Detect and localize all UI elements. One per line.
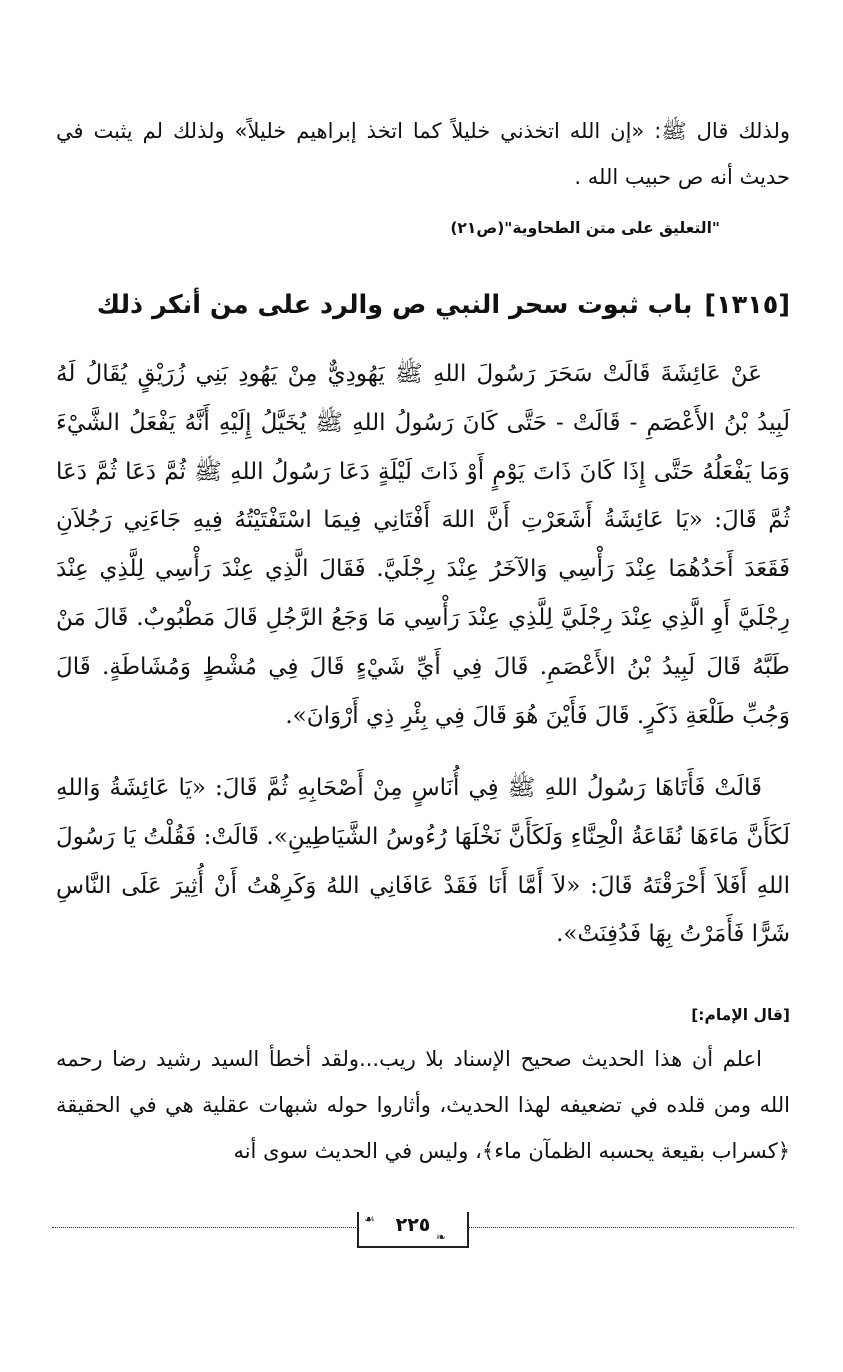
commentary-paragraph [56,1036,790,1174]
hadith-text-1: عَنْ عَائِشَةَ قَالَتْ سَحَرَ رَسُولَ اللهِ ﷺ يَهُودِيٌّ مِنْ يَهُودِ بَنِي زُرَيْقٍ يُقَالُ لَهُ لَبِيدُ بْنُ الأَعْصَمِ - قَالَتْ - حَتَّى كَانَ رَسُولُ اللهِ ﷺ يُخَيَّلُ إِلَيْهِ أَنَّهُ يَفْعَلُ الشَّيْءَ وَمَا يَفْعَلُهُ حَتَّى إِذَا كَانَ ذَاتَ يَوْمٍ أَوْ ذَاتَ لَيْلَةٍ دَعَا رَسُولُ اللهِ ﷺ ثُمَّ دَعَا ثُمَّ دَعَا ثُمَّ قَالَ: «يَا عَائِشَةُ أَشَعَرْتِ أَنَّ اللهَ أَفْتَانِي فِيمَا اسْتَفْتَيْتُهُ فِيهِ جَاءَنِي رَجُلاَنِ فَقَعَدَ أَحَدُهُمَا عِنْدَ رَأْسِي وَالآخَرُ عِنْدَ رِجْلَيَّ. فَقَالَ الَّذِي عِنْدَ رَأْسِي لِلَّذِي عِنْدَ رِجْلَيَّ أَوِ الَّذِي عِنْدَ رِجْلَيَّ لِلَّذِي عِنْدَ رَأْسِي مَا وَجَعُ الرَّجُلِ قَالَ مَطْبُوبٌ. قَالَ مَنْ طَبَّهُ قَالَ لَبِيدُ بْنُ الأَعْصَمِ. قَالَ فِي أَيِّ شَيْءٍ قَالَ فِي مُشْطٍ وَمُشَاطَةٍ. قَالَ وَجُبِّ طَلْعَةِ ذَكَرٍ. قَالَ فَأَيْنَ هُوَ قَالَ فِي بِئْرِ ذِي أَرْوَانَ». [56,361,790,729]
page-number: ٢٢٥ [395,1214,431,1236]
intro-paragraph [56,108,790,200]
commentary-speaker [56,1000,790,1030]
chapter-heading [56,281,790,329]
hadith-text-2: قَالَتْ فَأَتَاهَا رَسُولُ اللهِ ﷺ فِي أُنَاسٍ مِنْ أَصْحَابِهِ ثُمَّ قَالَ: «يَا عَائِشَةُ وَاللهِ لَكَأَنَّ مَاءَهَا نُقَاعَةُ الْحِنَّاءِ وَلَكَأَنَّ نَخْلَهَا رُءُوسُ الشَّيَاطِينِ». قَالَتْ: فَقُلْتُ يَا رَسُولَ اللهِ أَفَلاَ أَحْرَقْتَهُ قَالَ: «لاَ أَمَّا أَنَا فَقَدْ عَافَانِي اللهُ وَكَرِهْتُ أَنْ أُثِيرَ عَلَى النَّاسِ شَرًّا فَأَمَرْتُ بِهَا فَدُفِنَتْ». [56,775,790,948]
chapter-title: باب ثبوت سحر النبي ص والرد على من أنكر ذلك [96,290,693,320]
commentary-text: اعلم أن هذا الحديث صحيح الإسناد بلا ريب...ولقد أخطأ السيد رشيد رضا رحمه الله ومن قلده في تضعيفه لهذا الحديث، وأثاروا حوله شبهات عقلية هي في الحقيقة ﴿كسراب بقيعة يحسبه الظمآن ماء﴾، وليس في الحديث سوى أنه [56,1047,790,1163]
hadith-paragraph-1 [56,350,790,740]
chapter-number: [١٣١٥] [704,290,790,320]
source-text: "التعليق على متن الطحاوية"(ص٢١) [450,219,720,237]
intro-text: ولذلك قال ﷺ: «إن الله اتخذني خليلاً كما اتخذ إبراهيم خليلاً» ولذلك لم يثبت في حديث أنه ص حبيب الله . [56,119,790,189]
floral-ornament-icon: ☙ [364,1212,375,1226]
floral-ornament-icon: ❧ [436,1230,447,1244]
hadith-paragraph-2 [56,764,790,959]
speaker-label: [قال الإمام:] [691,1006,790,1024]
source-citation [56,214,790,242]
